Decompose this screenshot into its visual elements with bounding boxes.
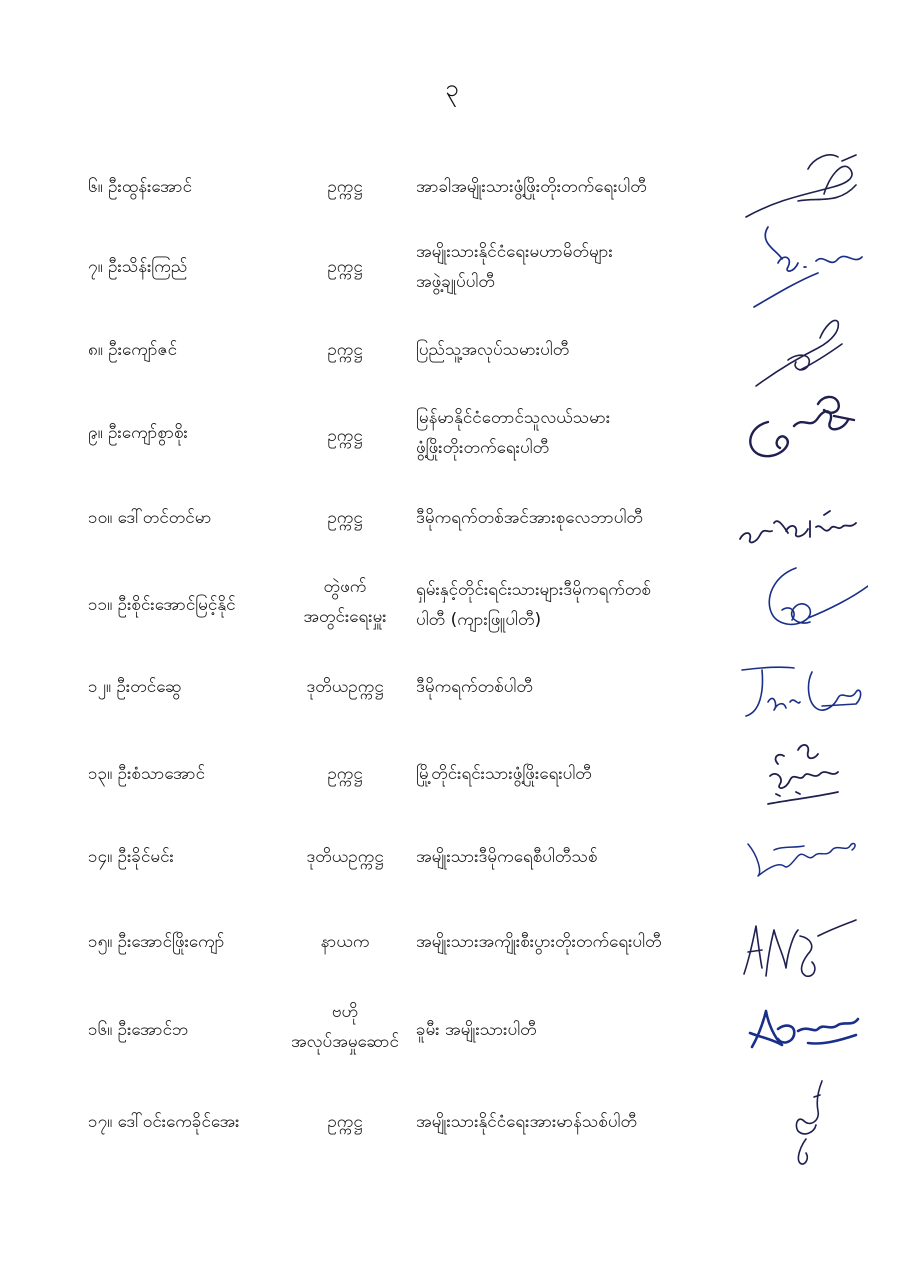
signatory-row bbox=[0, 838, 904, 898]
signatory-title: ဥက္ကဋ္ဌ bbox=[327, 426, 363, 446]
signatory-name: ၆။ ဦးထွန်းအောင် bbox=[88, 177, 193, 197]
signatory-title: ဥက္ကဋ္ဌ bbox=[327, 764, 363, 784]
signature bbox=[738, 816, 868, 906]
party-name: မြို့တိုင်းရင်းသားဖွံ့ဖြိုးရေးပါတီ bbox=[416, 764, 592, 784]
signatory-title: ဥက္ကဋ္ဌ bbox=[327, 508, 363, 528]
signatory-name: ၁၃။ ဦးစံသာအောင် bbox=[88, 764, 205, 784]
signature bbox=[738, 564, 868, 654]
signatory-row bbox=[0, 408, 904, 478]
signatory-title: နာယက bbox=[320, 932, 370, 952]
signatory-row bbox=[0, 577, 904, 650]
signatory-name: ၁၁။ ဦးစိုင်းအောင်မြင့်နိုင် bbox=[88, 595, 236, 615]
signature bbox=[738, 139, 868, 229]
page-number: ၃ bbox=[445, 74, 459, 102]
signature bbox=[738, 989, 868, 1079]
signatory-name: ၁၂။ ဦးတင်ဆွေ bbox=[88, 677, 182, 697]
signature bbox=[738, 906, 868, 996]
signatory-name: ၁၀။ ဒေါ်တင်တင်မာ bbox=[88, 508, 212, 528]
signatory-name: ၉။ ဦးကျော်စွာစိုး bbox=[88, 423, 188, 443]
signatory-row bbox=[0, 1002, 904, 1065]
party-name: ရှမ်းနှင့်တိုင်းရင်းသားများဒီမိုကရက်တစ် ပါတီ (ကျားဖြူပါတီ) bbox=[416, 580, 651, 630]
signature bbox=[738, 1077, 868, 1167]
signatory-title: ဥက္ကဋ္ဌ bbox=[327, 1112, 363, 1132]
signatory-title: ဒုတိယဥက္ကဋ္ဌ bbox=[306, 677, 384, 697]
signatory-name: ၈။ ဦးကျော်ဇင် bbox=[88, 340, 178, 360]
signatory-title: ဒုတိယဥက္ကဋ္ဌ bbox=[306, 847, 384, 867]
party-name: အမျိုးသားဒီမိုကရေစီပါတီသစ် bbox=[416, 847, 598, 867]
signatory-row bbox=[0, 666, 904, 726]
signature bbox=[738, 386, 868, 476]
signatory-name: ၇။ ဦးသိန်းကြည် bbox=[88, 257, 188, 277]
party-name: ဒီမိုကရက်တစ်အင်အားစုလေဘာပါတီ bbox=[416, 508, 643, 528]
signatory-name: ၁၄။ ဦးခိုင်မင်း bbox=[88, 847, 174, 867]
signatory-title: ဥက္ကဋ္ဌ bbox=[327, 257, 363, 277]
signatory-name: ၁၆။ ဦးအောင်ဘ bbox=[88, 1020, 189, 1040]
signature bbox=[738, 308, 868, 398]
signatory-title: တွဲဖက် အတွင်းရေးမှူး bbox=[303, 577, 387, 627]
party-name: အမျိုးသားနိုင်ငံရေးအားမာန်သစ်ပါတီ bbox=[416, 1112, 638, 1132]
party-name: အမျိုးသားအကျိုးစီးပွားတိုးတက်ရေးပါတီ bbox=[416, 932, 662, 952]
party-name: ဒီမိုကရက်တစ်ပါတီ bbox=[416, 677, 533, 697]
signature bbox=[738, 223, 868, 313]
signatory-row bbox=[0, 754, 904, 814]
signatory-row bbox=[0, 1097, 904, 1157]
signatory-row bbox=[0, 497, 904, 557]
party-name: အမျိုးသားနိုင်ငံရေးမဟာမိတ်များ အဖွဲ့ချုပ်ပါတီ bbox=[416, 242, 613, 292]
signatory-name: ၁၇။ ဒေါ်ဝင်းကေခိုင်အေး bbox=[88, 1112, 240, 1132]
party-name: မြန်မာနိုင်ငံတောင်သူလယ်သမား ဖွံ့ဖြိုးတိုးတက်ရေးပါတီ bbox=[416, 408, 611, 458]
signatory-name: ၁၅။ ဦးအောင်ဖြိုးကျော် bbox=[88, 932, 225, 952]
signature bbox=[738, 734, 868, 824]
signatory-title: ဗဟို အလုပ်အမှုဆောင် bbox=[291, 1002, 399, 1052]
party-name: ပြည်သူ့အလုပ်သမားပါတီ bbox=[416, 340, 570, 360]
signatory-row bbox=[0, 320, 904, 380]
party-name: ခူမီး အမျိုးသားပါတီ bbox=[416, 1020, 537, 1040]
signatory-row bbox=[0, 920, 904, 980]
party-name: အာခါအမျိုးသားဖွံ့ဖြိုးတိုးတက်ရေးပါတီ bbox=[416, 177, 647, 197]
signatory-row bbox=[0, 237, 904, 297]
signatory-title: ဥက္ကဋ္ဌ bbox=[327, 340, 363, 360]
signatory-title: ဥက္ကဋ္ဌ bbox=[327, 177, 363, 197]
signatory-row bbox=[0, 157, 904, 217]
